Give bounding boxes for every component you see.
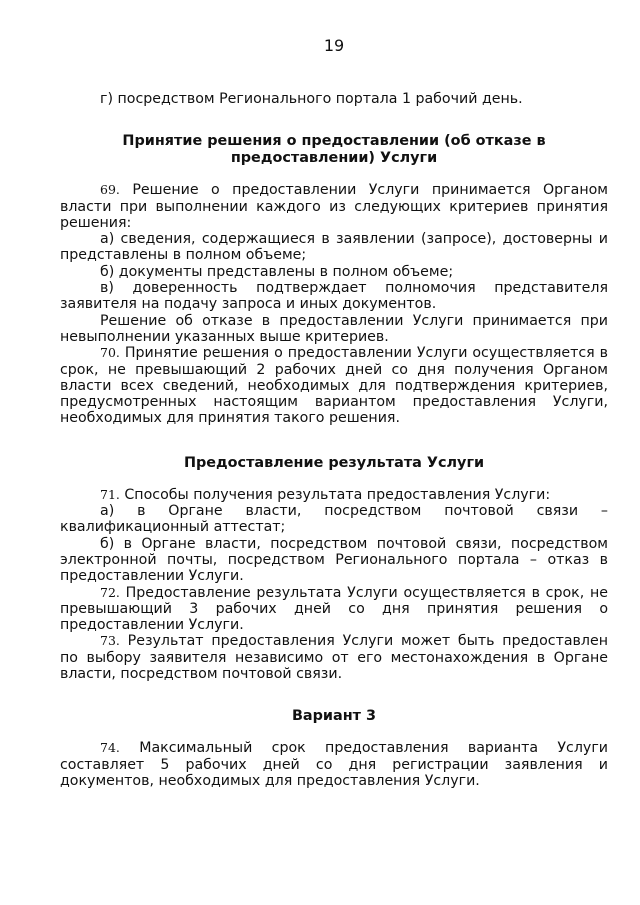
paragraph-number: 74.	[100, 740, 120, 756]
spacer	[60, 725, 608, 740]
paragraph-item-g: г) посредством Регионального портала 1 рабочий день.	[100, 91, 523, 107]
paragraph-text: Решение о предоставлении Услуги принимается Органом власти при выполнении каждого из следующих критериев принятия решения:	[60, 182, 608, 231]
paragraph-refusal: Решение об отказе в предоставлении Услуги принимается при невыполнении указанных выше критериев.	[60, 312, 608, 345]
section-heading-variant-3: Вариант 3	[291, 708, 377, 725]
paragraph-number: 71.	[100, 486, 120, 502]
list-item-b: б) в Органе власти, посредством почтовой связи, посредством электронной почты, посредством Регионального портала – отказ в предоставлении Услуги.	[60, 535, 608, 585]
paragraph-73	[60, 633, 608, 682]
paragraph-number: 69.	[100, 182, 120, 198]
spacer	[60, 427, 608, 455]
spacer	[60, 107, 608, 133]
paragraph-number: 70.	[100, 345, 120, 361]
paragraph-text: Предоставление результата Услуги осуществляется в срок, не превышающий 3 рабочих дней со дня принятия решения о предоставлении Услуги.	[60, 584, 608, 634]
section-heading-decision: Принятие решения о предоставлении (об отказе в предоставлении) Услуги	[122, 133, 546, 167]
list-item-v: в) доверенность подтверждает полномочия представителя заявителя на подачу запроса и иных документов.	[60, 280, 608, 313]
paragraph-70	[60, 345, 608, 426]
paragraph-number: 73.	[100, 633, 120, 649]
paragraph-text: Способы получения результата предоставления Услуги:	[119, 486, 551, 503]
paragraph-number: 72.	[100, 584, 120, 600]
paragraph-text: Максимальный срок предоставления варианта Услуги составляет 5 рабочих дней со дня регистрации заявления и документов, необходимых для предоставления Услуги.	[60, 740, 608, 789]
paragraph-72	[60, 585, 608, 634]
list-item-b: б) документы представлены в полном объеме;	[100, 263, 454, 280]
spacer	[60, 682, 608, 708]
paragraph-71	[60, 487, 608, 503]
spacer	[60, 472, 608, 487]
paragraph-text: Результат предоставления Услуги может быть предоставлен по выбору заявителя независимо от его местонахождения в Органе власти, посредством почтовой связи.	[60, 633, 608, 683]
list-item-a: а) сведения, содержащиеся в заявлении (запросе), достоверны и представлены в полном объеме;	[60, 231, 608, 264]
paragraph-69	[60, 182, 608, 231]
spacer	[60, 167, 608, 182]
document-body	[60, 91, 608, 789]
paragraph-74	[60, 740, 608, 789]
list-item-a: а) в Органе власти, посредством почтовой связи – квалификационный аттестат;	[60, 503, 608, 536]
paragraph-text: Принятие решения о предоставлении Услуги осуществляется в срок, не превышающий 2 рабочих дней со дня получения Органом власти всех сведений, необходимых для подтверждения критериев, предусмотренных настоящим вариантом предоставления Услуги, необходимых для принятия такого решения.	[60, 345, 608, 427]
section-heading-result: Предоставление результата Услуги	[183, 454, 485, 471]
page-number: 19	[323, 36, 345, 55]
